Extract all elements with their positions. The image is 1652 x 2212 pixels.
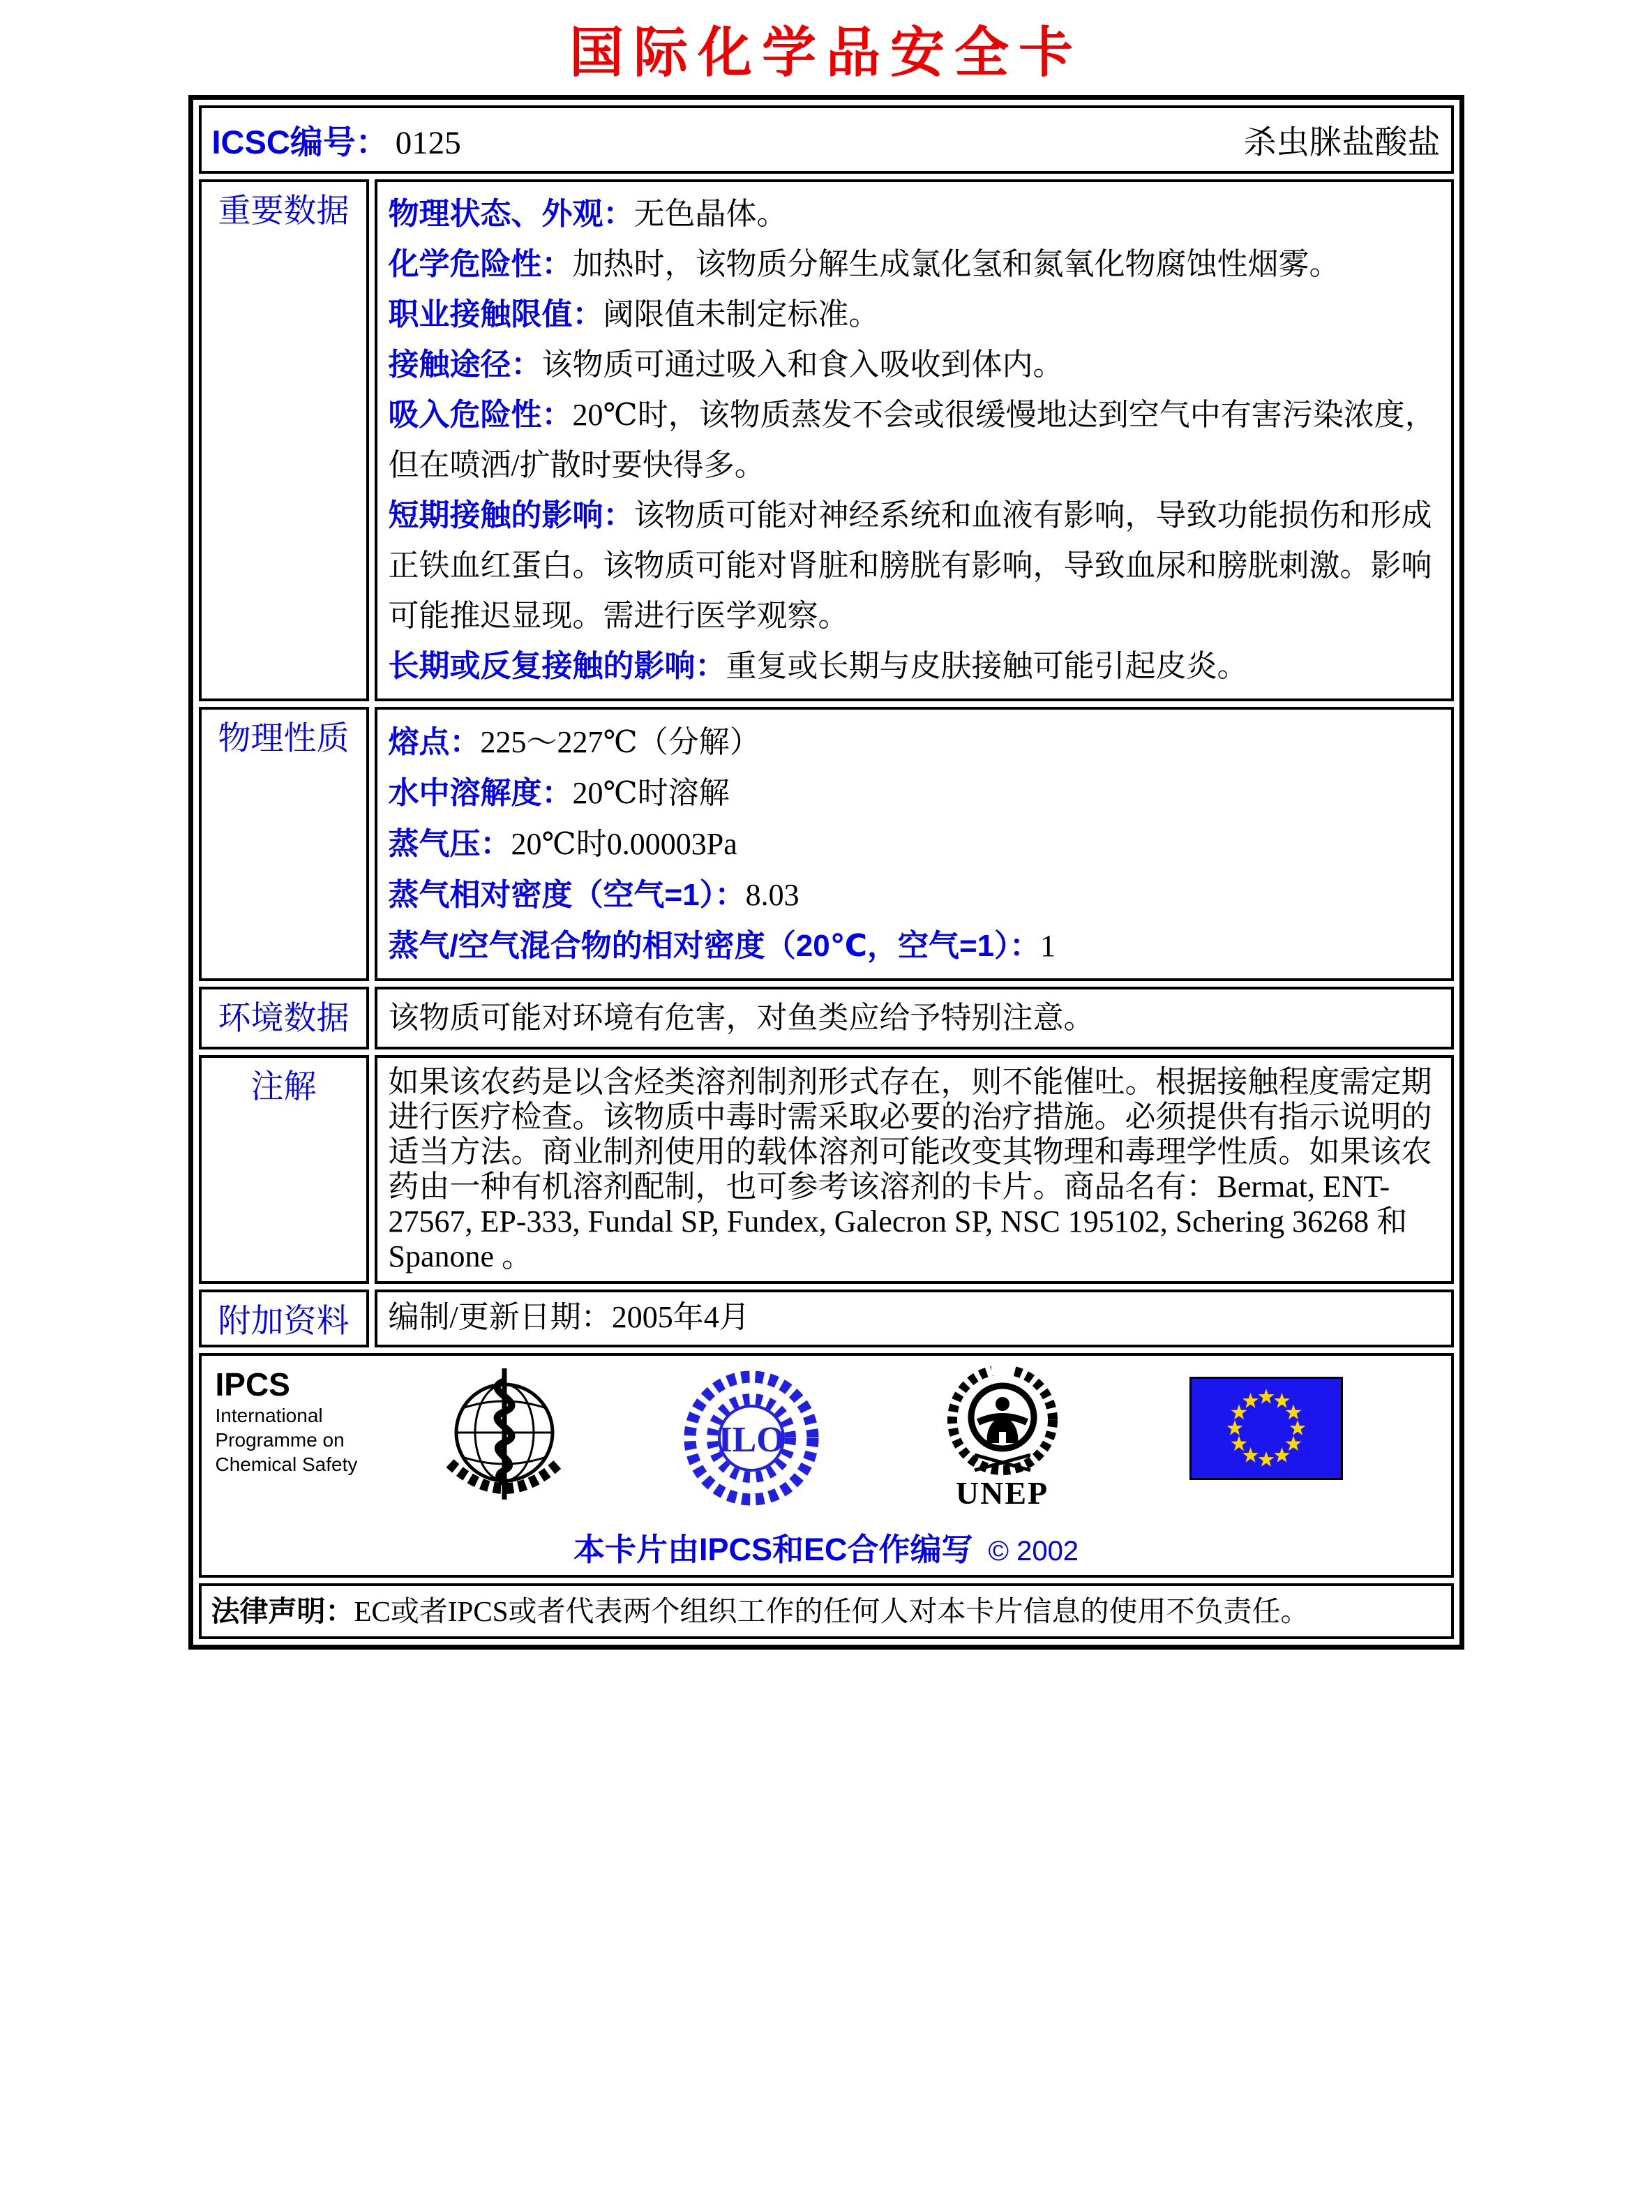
section-label-additional-information: 附加资料 xyxy=(199,1290,369,1347)
section-label-notes: 注解 xyxy=(199,1055,369,1284)
section-label-physical-properties: 物理性质 xyxy=(199,707,369,981)
logos-cell xyxy=(199,1353,1454,1578)
unep-wordmark: UNEP xyxy=(955,1475,1049,1511)
ipcs-line: Chemical Safety xyxy=(215,1454,358,1475)
item-text: 该物质可通过吸入和食入吸收到体内。 xyxy=(541,348,1064,382)
eu-flag-icon xyxy=(1189,1377,1343,1480)
section-content-environmental-data: 该物质可能对环境有危害，对鱼类应给予特别注意。 xyxy=(375,987,1454,1049)
item-text: 20℃时溶解 xyxy=(572,776,730,810)
data-item xyxy=(389,340,1440,390)
ilo-logo-icon xyxy=(680,1366,823,1517)
item-label: 职业接触限值： xyxy=(388,297,603,331)
ipcs-acronym: IPCS xyxy=(215,1366,290,1403)
data-item xyxy=(389,920,1440,971)
item-label: 化学危险性： xyxy=(388,247,573,281)
ilo-monogram: ILO xyxy=(717,1420,785,1460)
data-item xyxy=(389,869,1440,920)
section-content-important-data xyxy=(375,179,1454,701)
item-label: 短期接触的影响： xyxy=(388,498,634,532)
page-title: 国际化学品安全卡 xyxy=(569,22,1083,83)
data-item xyxy=(389,290,1440,340)
data-item xyxy=(389,390,1440,491)
caption-text: 本卡片由IPCS和EC合作编写 xyxy=(573,1532,973,1567)
chemical-name: 杀虫脒盐酸盐 xyxy=(1243,124,1441,161)
legal-row xyxy=(199,1583,1454,1639)
icsc-number-label: ICSC编号： xyxy=(211,123,389,160)
copyright-text: © 2002 xyxy=(988,1536,1079,1567)
item-text: 无色晶体。 xyxy=(633,197,788,231)
icsc-number-group xyxy=(212,117,461,163)
section-environmental-data xyxy=(199,987,1454,1049)
header-cell xyxy=(199,105,1454,174)
section-additional-information xyxy=(199,1290,1454,1347)
cooperation-caption xyxy=(216,1524,1437,1569)
unep-logo-icon xyxy=(933,1366,1072,1510)
logos-row xyxy=(199,1353,1454,1578)
item-text: 225～227℃（分解） xyxy=(480,725,760,759)
section-content-physical-properties xyxy=(375,707,1454,981)
ipcs-line: International xyxy=(215,1405,323,1426)
item-label: 熔点： xyxy=(388,725,481,759)
item-text: 该物质可能对神经系统和血液有影响，导致功能损伤和形成正铁血红蛋白。该物质可能对肾脏和膀胱有影响，导致血尿和膀胱刺激。影响可能推迟显现。需进行医学观察。 xyxy=(388,498,1432,633)
section-content-notes: 如果该农药是以含烃类溶剂制剂形式存在，则不能催吐。根据接触程度需定期进行医疗检查。该物质中毒时需采取必要的治疗措施。必须提供有指示说明的适当方法。商业制剂使用的载体溶剂可能改变其物理和毒理学性质。如果该农药由一种有机溶剂配制，也可参考该溶剂的卡片。商品名有：Bermat, ENT-27567, EP-333, Fundal SP, Fundex, Galecron SP, NSC 195102, Schering 36268 和 Spanone 。 xyxy=(375,1055,1454,1284)
section-content-additional-information: 编制/更新日期：2005年4月 xyxy=(375,1290,1454,1347)
legal-text: EC或者IPCS或者代表两个组织工作的任何人对本卡片信息的使用不负责任。 xyxy=(354,1595,1309,1627)
item-text: 1 xyxy=(1040,929,1056,963)
item-label: 蒸气/空气混合物的相对密度（20℃，空气=1）： xyxy=(388,929,1041,963)
item-label: 水中溶解度： xyxy=(388,776,573,810)
section-physical-properties xyxy=(199,707,1454,981)
section-label-environmental-data: 环境数据 xyxy=(199,987,369,1049)
item-text: 重复或长期与皮肤接触可能引起皮炎。 xyxy=(726,649,1248,683)
item-text: 8.03 xyxy=(745,878,799,912)
item-text: 20℃时0.00003Pa xyxy=(511,827,737,861)
item-label: 蒸气相对密度（空气=1）： xyxy=(388,878,746,912)
data-item xyxy=(389,641,1440,692)
item-text: 阈限值未制定标准。 xyxy=(603,297,880,331)
icsc-table xyxy=(193,100,1459,1645)
ipcs-text-block xyxy=(216,1366,391,1477)
who-logo-icon xyxy=(435,1366,574,1517)
item-text: 加热时，该物质分解生成氯化氢和氮氧化物腐蚀性烟雾。 xyxy=(572,247,1340,281)
section-important-data xyxy=(199,179,1454,701)
ipcs-line: Programme on xyxy=(215,1429,345,1451)
data-item xyxy=(389,768,1440,819)
item-label: 接触途径： xyxy=(388,348,542,382)
data-item xyxy=(389,491,1440,641)
item-label: 蒸气压： xyxy=(388,827,511,861)
item-label: 长期或反复接触的影响： xyxy=(388,649,726,683)
item-label: 物理状态、外观： xyxy=(388,197,634,231)
data-item xyxy=(389,239,1440,290)
legal-label: 法律声明： xyxy=(211,1595,354,1627)
icsc-card xyxy=(188,95,1464,1650)
logos-strip xyxy=(216,1366,1437,1517)
item-label: 吸入危险性： xyxy=(388,398,573,432)
data-item xyxy=(389,189,1440,239)
icsc-number-value: 0125 xyxy=(395,124,461,161)
data-item xyxy=(389,717,1440,768)
section-notes xyxy=(199,1055,1454,1284)
header-row xyxy=(199,105,1454,174)
data-item xyxy=(389,819,1440,869)
item-text: 20℃时，该物质蒸发不会或很缓慢地达到空气中有害污染浓度，但在喷洒/扩散时要快得多。 xyxy=(388,398,1436,482)
header-flex xyxy=(202,117,1450,163)
legal-cell xyxy=(199,1583,1454,1639)
section-label-important-data: 重要数据 xyxy=(199,179,369,701)
